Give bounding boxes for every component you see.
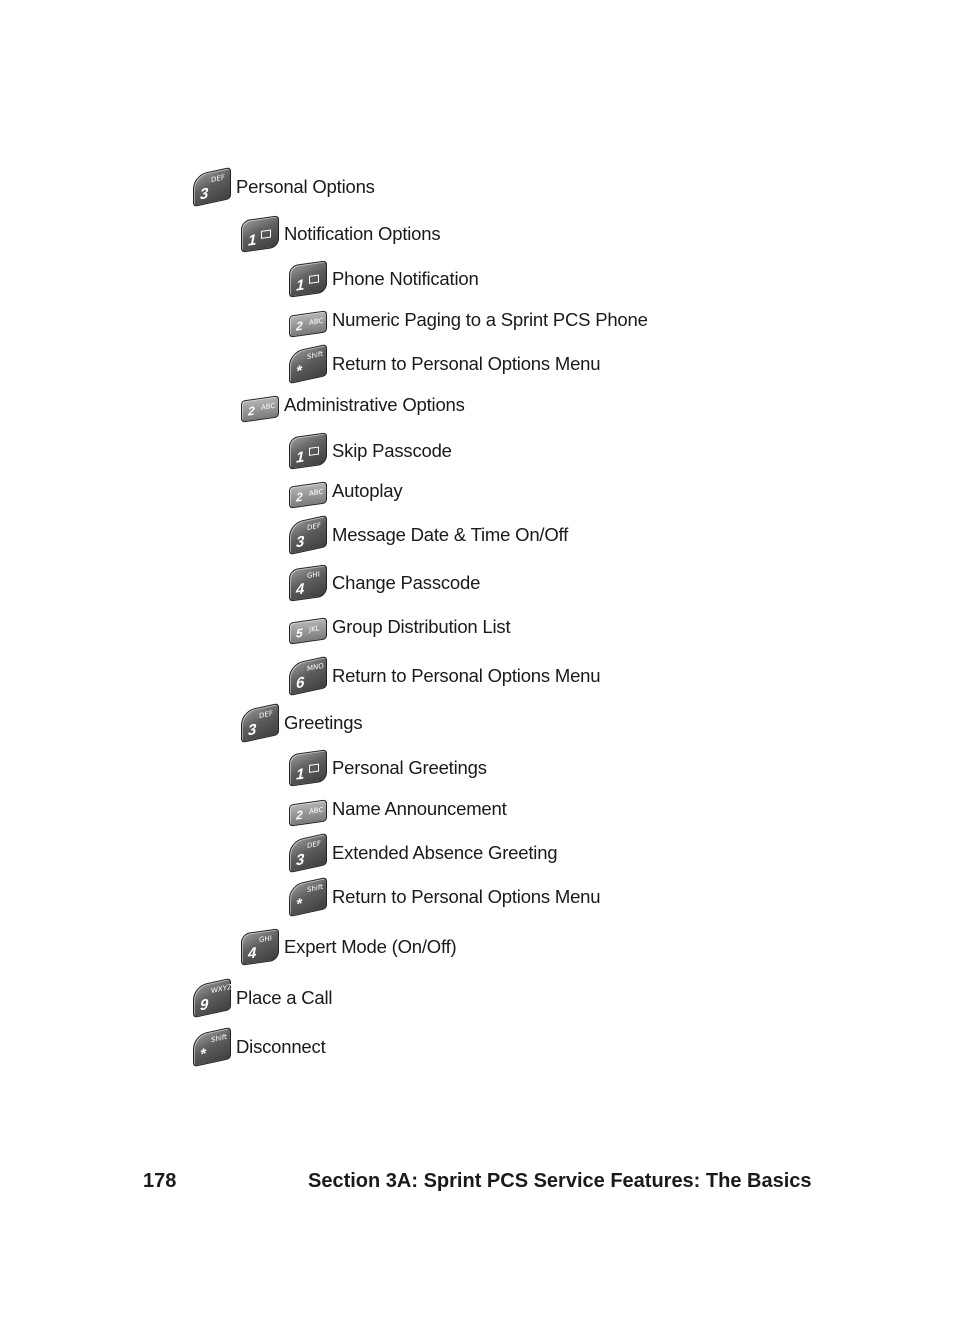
menu-row [241, 216, 440, 252]
envelope-icon [309, 274, 319, 283]
menu-row [241, 929, 457, 965]
menu-row [289, 609, 510, 645]
menu-label: Expert Mode (On/Off) [284, 936, 457, 957]
key-star-icon: * Shift [289, 877, 327, 917]
key-star-icon: * Shift [193, 1027, 231, 1067]
menu-label: Change Passcode [332, 572, 481, 593]
menu-row [289, 791, 507, 827]
key-6-icon: 6 MNO [289, 656, 327, 696]
menu-row [289, 433, 452, 469]
key-3-icon: 3 DEF [241, 703, 279, 743]
key-1-icon: 1 [289, 260, 327, 297]
key-2-icon: 2 ABC [241, 395, 279, 422]
key-4-icon: 4 GHI [241, 928, 279, 965]
key-2-icon: 2 ABC [289, 481, 327, 508]
menu-label: Return to Personal Options Menu [332, 353, 601, 374]
menu-label: Extended Absence Greeting [332, 842, 558, 863]
key-2-icon: 2 ABC [289, 799, 327, 826]
menu-label: Name Announcement [332, 798, 507, 819]
page-number: 178 [143, 1170, 177, 1192]
key-1-icon: 1 [289, 749, 327, 786]
menu-row [289, 302, 648, 338]
envelope-icon [309, 763, 319, 772]
menu-label: Disconnect [236, 1036, 326, 1057]
menu-row [289, 473, 402, 509]
key-3-icon: 3 DEF [289, 833, 327, 873]
menu-label: Personal Options [236, 176, 375, 197]
menu-label: Return to Personal Options Menu [332, 665, 601, 686]
section-title: Section 3A: Sprint PCS Service Features: The Basics [308, 1170, 812, 1192]
menu-row [289, 346, 600, 382]
menu-label: Phone Notification [332, 268, 479, 289]
menu-row [289, 565, 480, 601]
menu-row [193, 169, 375, 205]
menu-label: Personal Greetings [332, 757, 487, 778]
menu-label: Notification Options [284, 223, 441, 244]
menu-label: Skip Passcode [332, 440, 452, 461]
menu-row [241, 387, 465, 423]
menu-label: Greetings [284, 712, 363, 733]
menu-label: Message Date & Time On/Off [332, 524, 569, 545]
key-5-icon: 5 JKL [289, 617, 327, 644]
menu-row [241, 705, 362, 741]
menu-label: Autoplay [332, 480, 403, 501]
menu-row [289, 517, 568, 553]
menu-label: Administrative Options [284, 394, 465, 415]
menu-row [289, 750, 487, 786]
envelope-icon [309, 446, 319, 455]
key-3-icon: 3 DEF [193, 167, 231, 207]
key-1-icon: 1 [241, 215, 279, 252]
menu-row [193, 980, 332, 1016]
key-star-icon: * Shift [289, 344, 327, 384]
menu-row [289, 835, 557, 871]
menu-label: Numeric Paging to a Sprint PCS Phone [332, 309, 648, 330]
envelope-icon [261, 229, 271, 238]
key-1-icon: 1 [289, 432, 327, 469]
menu-row [193, 1029, 326, 1065]
menu-row [289, 658, 600, 694]
menu-label: Place a Call [236, 987, 333, 1008]
menu-label: Group Distribution List [332, 616, 511, 637]
key-2-icon: 2 ABC [289, 310, 327, 337]
key-3-icon: 3 DEF [289, 515, 327, 555]
menu-row [289, 879, 600, 915]
key-9-icon: 9 WXYZ [193, 978, 231, 1018]
key-4-icon: 4 GHI [289, 564, 327, 601]
menu-label: Return to Personal Options Menu [332, 886, 601, 907]
menu-row [289, 261, 479, 297]
